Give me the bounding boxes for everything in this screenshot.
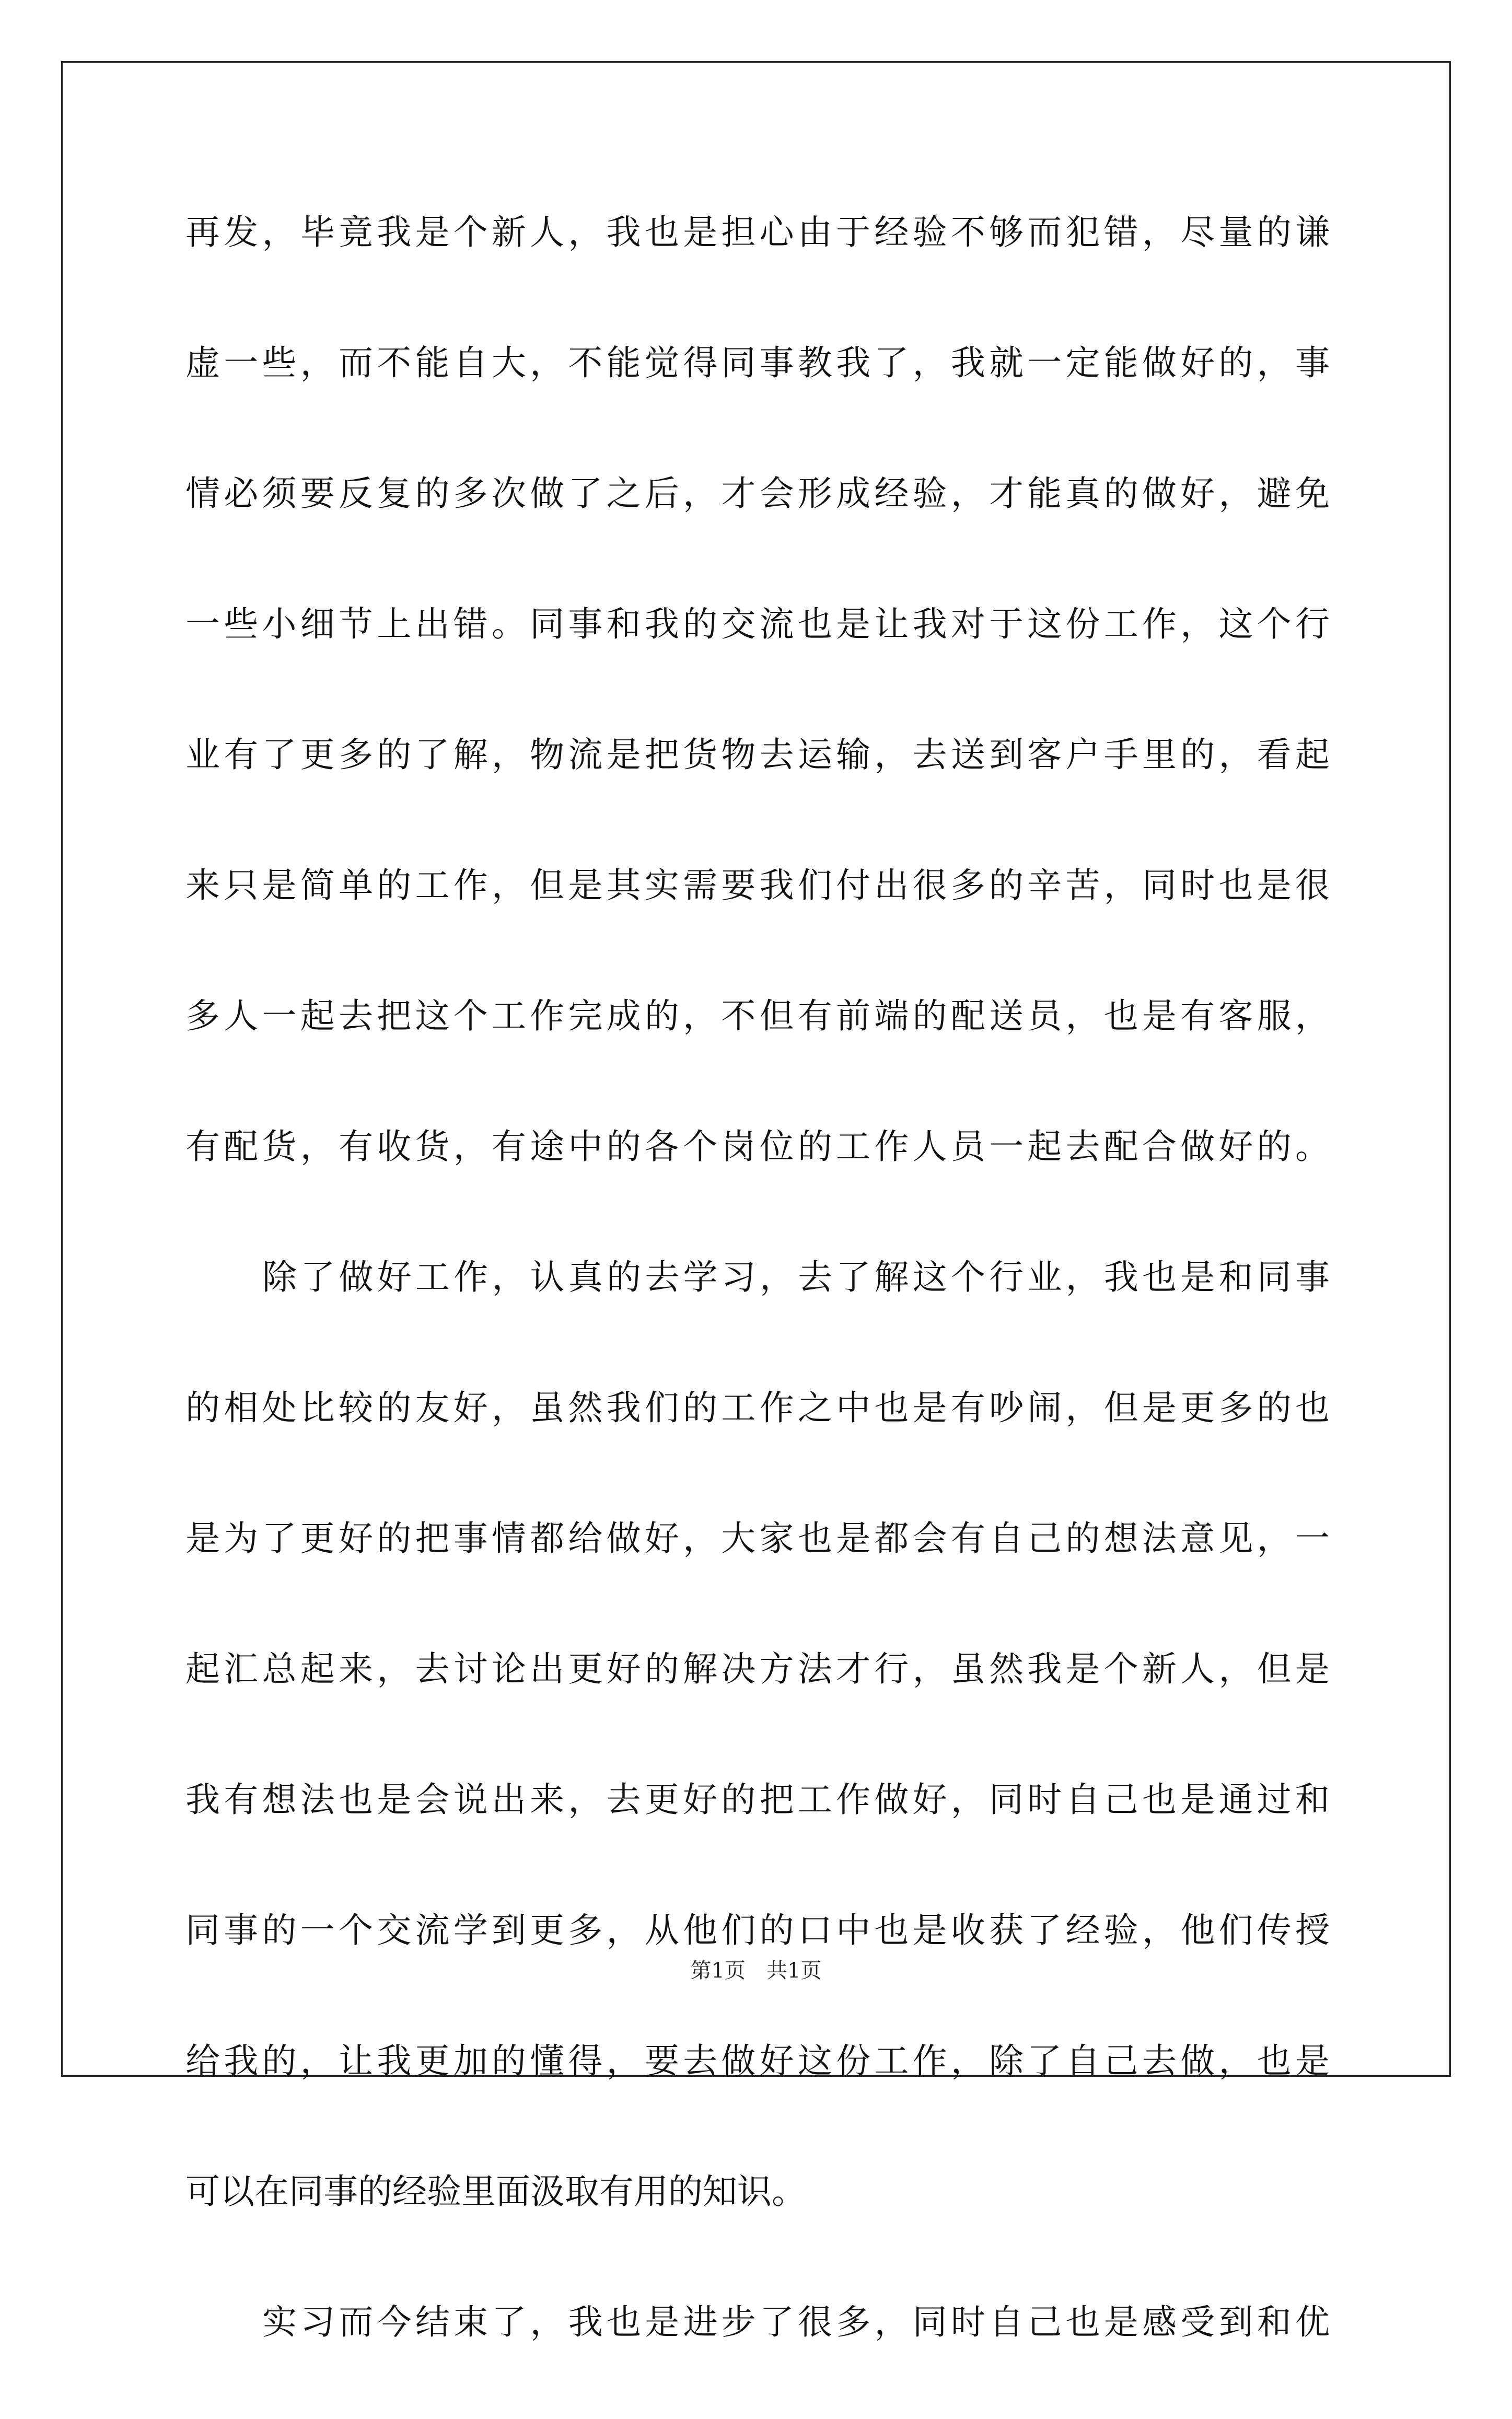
text-line: 再发，毕竟我是个新人，我也是担心由于经验不够而犯错，尽量的谦 bbox=[185, 212, 1330, 252]
text-line: 有配货，有收货，有途中的各个岗位的工作人员一起去配合做好的。 bbox=[185, 1126, 1330, 1167]
text-line: 多人一起去把这个工作完成的，不但有前端的配送员，也是有客服， bbox=[185, 996, 1330, 1036]
page-number-footer: 第1页 共1页 bbox=[690, 1959, 822, 1983]
document-body bbox=[185, 199, 1330, 2419]
text-line: 情必须要反复的多次做了之后，才会形成经验，才能真的做好，避免 bbox=[185, 473, 1330, 514]
text-line: 虚一些，而不能自大，不能觉得同事教我了，我就一定能做好的，事 bbox=[185, 343, 1330, 383]
text-line: 给我的，让我更加的懂得，要去做好这份工作，除了自己去做，也是 bbox=[185, 2041, 1330, 2081]
paragraph-start-line: 实习而今结束了，我也是进步了很多，同时自己也是感受到和优 bbox=[262, 2302, 1330, 2342]
text-line: 一些小细节上出错。同事和我的交流也是让我对于这份工作，这个行 bbox=[185, 604, 1330, 644]
text-line: 业有了更多的了解，物流是把货物去运输，去送到客户手里的，看起 bbox=[185, 735, 1330, 775]
text-line: 起汇总起来，去讨论出更好的解决方法才行，虽然我是个新人，但是 bbox=[185, 1649, 1330, 1689]
text-line: 我有想法也是会说出来，去更好的把工作做好，同时自己也是通过和 bbox=[185, 1780, 1330, 1820]
paragraph-end-line: 可以在同事的经验里面汲取有用的知识。 bbox=[185, 2171, 806, 2212]
text-line: 来只是简单的工作，但是其实需要我们付出很多的辛苦，同时也是很 bbox=[185, 865, 1330, 905]
paragraph-start-line: 除了做好工作，认真的去学习，去了解这个行业，我也是和同事 bbox=[262, 1257, 1330, 1297]
text-line: 同事的一个交流学到更多，从他们的口中也是收获了经验，他们传授 bbox=[185, 1910, 1330, 1950]
text-line: 的相处比较的友好，虽然我们的工作之中也是有吵闹，但是更多的也 bbox=[185, 1388, 1330, 1428]
text-line: 是为了更好的把事情都给做好，大家也是都会有自己的想法意见，一 bbox=[185, 1518, 1330, 1559]
